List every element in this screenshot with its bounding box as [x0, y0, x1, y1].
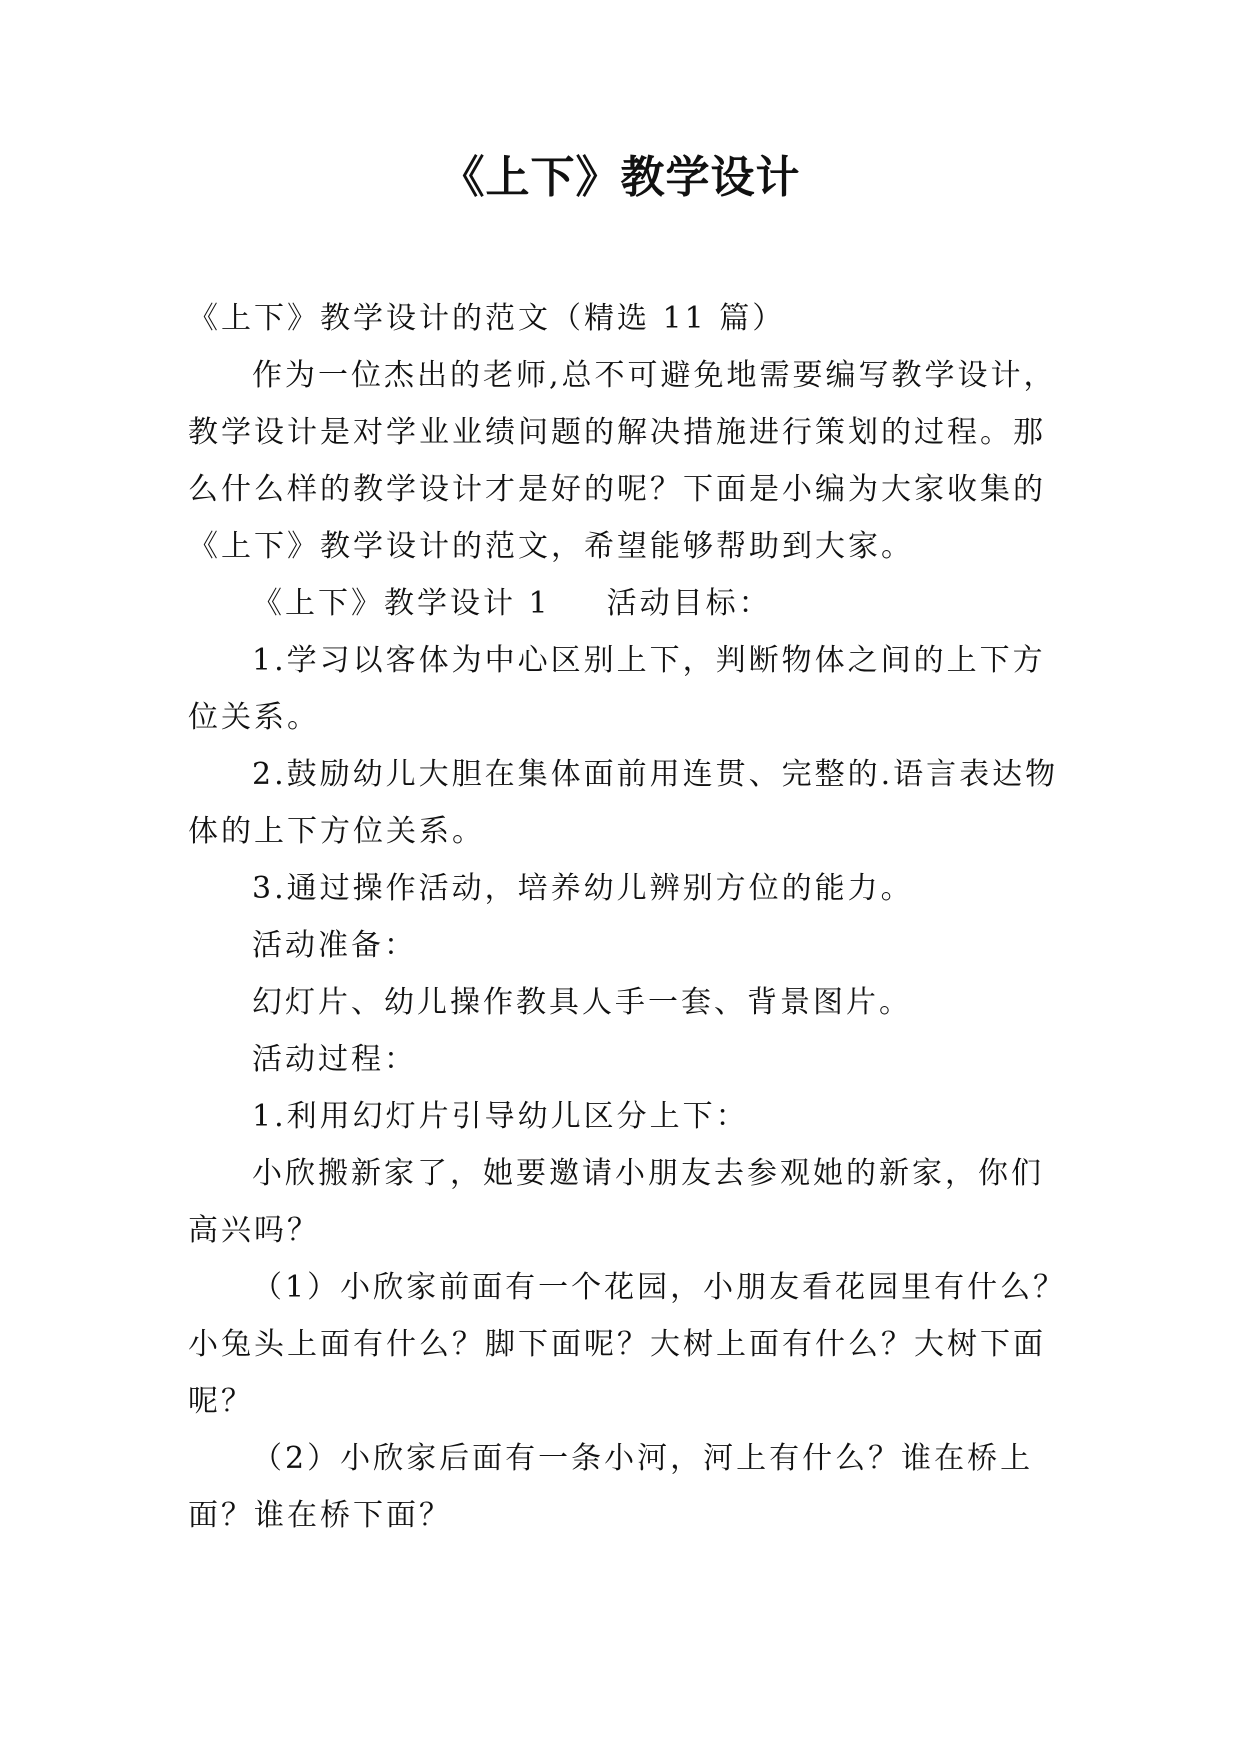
document-body — [188, 290, 1068, 1544]
goal-1: 1.学习以客体为中心区别上下，判断物体之间的上下方位关系。 — [188, 643, 1046, 735]
section-heading: 《上下》教学设计 1 — [252, 586, 551, 621]
question-1: （1）小欣家前面有一个花园，小朋友看花园里有什么？小兔头上面有什么？脚下面呢？大树上面有什么？大树下面呢？ — [188, 1270, 1067, 1419]
document-title: 《上下》教学设计 — [440, 152, 801, 203]
intro-paragraph: 作为一位杰出的老师,总不可避免地需要编写教学设计，教学设计是对学业业绩问题的解决措施进行策划的过程。那么什么样的教学设计才是好的呢？下面是小编为大家收集的《上下》教学设计的范文，希望能够帮助到大家。 — [188, 358, 1057, 564]
prep-label: 活动准备： — [252, 928, 417, 963]
process-label: 活动过程： — [252, 1042, 417, 1077]
story-paragraph: 小欣搬新家了，她要邀请小朋友去参观她的新家，你们高兴吗？ — [188, 1156, 1044, 1248]
prep-text: 幻灯片、幼儿操作教具人手一套、背景图片。 — [252, 985, 912, 1020]
goal-3: 3.通过操作活动，培养幼儿辨别方位的能力。 — [252, 871, 914, 906]
document-subtitle: 《上下》教学设计的范文（精选 11 篇） — [188, 301, 786, 336]
step-1: 1.利用幻灯片引导幼儿区分上下： — [252, 1099, 749, 1134]
section-label: 活动目标： — [606, 586, 772, 621]
question-2: （2）小欣家后面有一条小河，河上有什么？谁在桥上面？谁在桥下面？ — [188, 1441, 1034, 1533]
section-heading-line — [188, 575, 1068, 632]
goal-2: 2.鼓励幼儿大胆在集体面前用连贯、完整的.语言表达物体的上下方位关系。 — [188, 757, 1059, 849]
